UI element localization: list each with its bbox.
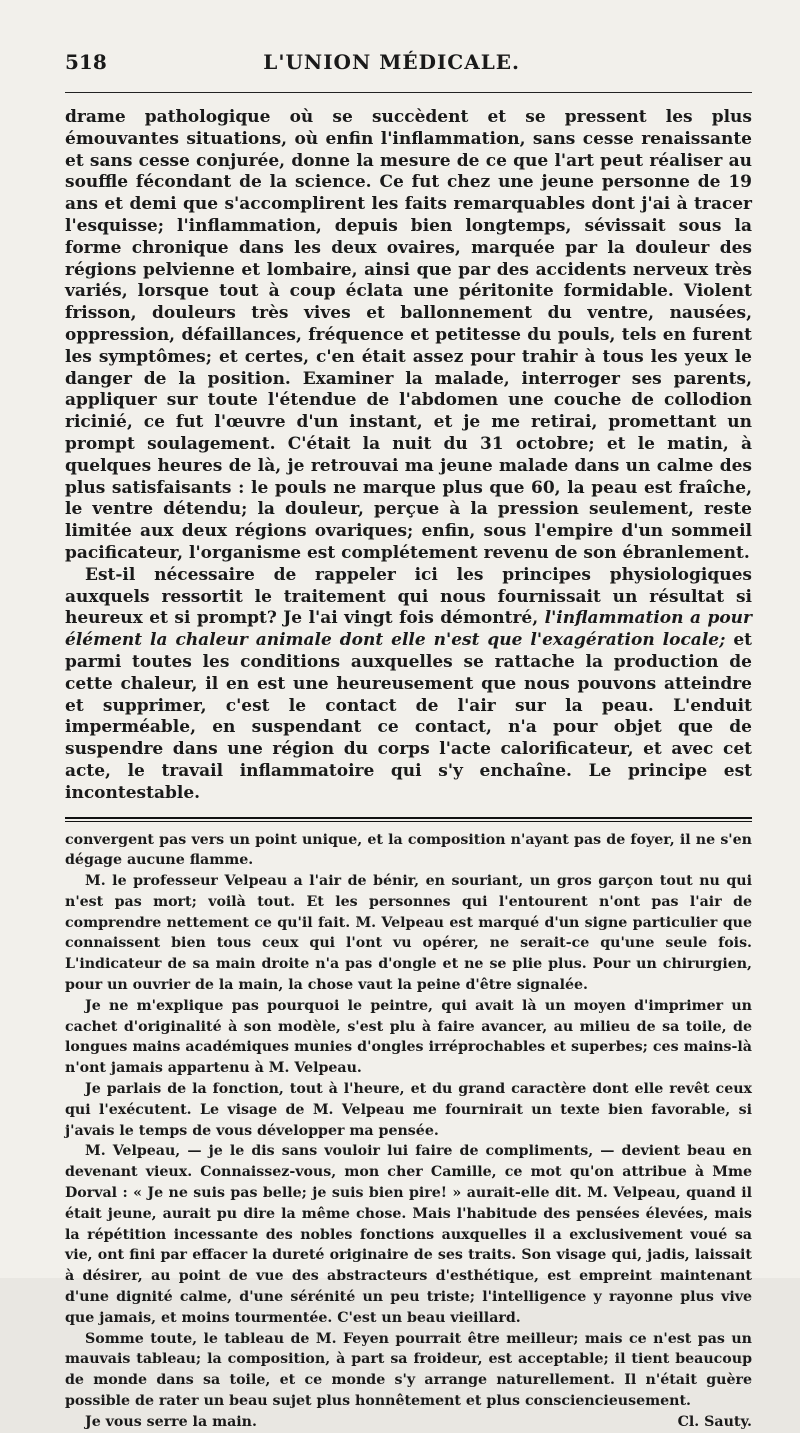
text-span: et parmi toutes les conditions auxquelles se rattache la production de cette chaleur, il en est une heureusement que nous pouvons atteindre et supprimer, c'est le contact de l'air sur la peau. L'enduit imperméable, en suspendant ce contact, n'a pour objet que de suspendre dans une région du corps l'acte calorificateur, et avec cet acte, le travail inflammatoire qui s'y enchaîne. Le principe est incontestable.: [65, 630, 752, 803]
feuilleton-section: [65, 830, 752, 1433]
page-number: 518: [65, 50, 107, 74]
header-rule: [65, 92, 752, 93]
text-span: Est-il nécessaire de rappeler ici les principes physiologiques auxquels ressortit le traitement qui nous fournissait un résultat si heureux et si prompt? Je l'ai vingt fois démontré,: [65, 564, 752, 629]
feuilleton-paragraph: Somme toute, le tableau de M. Feyen pourrait être meilleur; mais ce n'est pas un mauvais tableau; la composition, à part sa froideur, est acceptable; il tient beaucoup de monde dans sa toile, et ce monde s'y arrange naturellement. Il n'était guère possible de rater un beau sujet plus honnêtement et plus consciencieusement.: [65, 1330, 752, 1410]
closing-salutation: Je vous serre la main.: [85, 1413, 257, 1430]
author-signature: Cl. Sauty.: [677, 1413, 752, 1430]
feuilleton-paragraph: convergent pas vers un point unique, et la composition n'ayant pas de foyer, il ne s'en dégage aucune flamme.: [65, 831, 752, 869]
main-paragraph: [65, 565, 752, 805]
page-header: [65, 50, 752, 86]
feuilleton-separator: [65, 817, 752, 822]
running-title: L'UNION MÉDICALE.: [263, 50, 520, 74]
closing-line: [65, 1412, 752, 1433]
feuilleton-paragraph: M. le professeur Velpeau a l'air de bénir, en souriant, un gros garçon tout nu qui n'est pas mort; voilà tout. Et les personnes qui l'entourent n'ont pas l'air de comprendre nettement ce qu'il fait. M. Velpeau est marqué d'un signe particulier que connaissent bien tous ceux qui l'ont vu opérer, ne serait-ce qu'une seule fois. L'indicateur de sa main droite n'a pas d'ongle et ne se plie plus. Pour un chirurgien, pour un ouvrier de la main, la chose vaut la peine d'être signalée.: [65, 873, 752, 994]
main-article: [65, 107, 752, 805]
italic-emphasis: l'inflammation a pour élément la chaleur animale dont elle n'est que l'exagération locale;: [65, 608, 752, 651]
main-paragraph: drame pathologique où se succèdent et se pressent les plus émouvantes situations, où enfin l'inflammation, sans cesse renaissante et sans cesse conjurée, donne la mesure de ce que l'art peut réaliser au souffle fécondant de la science. Ce fut chez une jeune personne de 19 ans et demi que s'accomplirent les faits remarquables dont j'ai à tracer l'esquisse; l'inflammation, depuis bien longtemps, sévissait sous la forme chronique dans les deux ovaires, marquée par la douleur des régions pelvienne et lombaire, ainsi que par des accidents nerveux très variés, lorsque tout à coup éclata une péritonite formidable. Violent frisson, douleurs très vives et ballonnement du ventre, nausées, oppression, défaillances, fréquence et petitesse du pouls, tels en furent les symptômes; et certes, c'en était assez pour trahir à tous les yeux le danger de la position. Examiner la malade, interroger ses parents, appliquer sur toute l'étendue de l'abdomen une couche de collodion ricinié, ce fut l'œuvre d'un instant, et je me retirai, promettant un prompt soulagement. C'était la nuit du 31 octobre; et le matin, à quelques heures de là, je retrouvai ma jeune malade dans un calme des plus satisfaisants : le pouls ne marque plus que 60, la peau est fraîche, le ventre détendu; la douleur, perçue à la pression seulement, reste limitée aux deux régions ovariques; enfin, sous l'empire d'un sommeil pacificateur, l'organisme est complétement revenu de son ébranlement.: [65, 107, 752, 563]
feuilleton-paragraph: M. Velpeau, — je le dis sans vouloir lui faire de compliments, — devient beau en devenant vieux. Connaissez-vous, mon cher Camille, ce mot qu'on attribue à Mme Dorval : « Je ne suis pas belle; je suis bien pire! » aurait-elle dit. M. Velpeau, quand il était jeune, aurait pu dire la même chose. Mais l'habitude des pensées élevées, mais la répétition incessante des nobles fonctions auxquelles il a exclusivement voué sa vie, ont fini par effacer la dureté originaire de ses traits. Son visage qui, jadis, laissait à désirer, au point de vue des abstracteurs d'esthétique, est empreint maintenant d'une dignité calme, d'une sérénité un peu triste; l'intelligence y rayonne plus vive que jamais, et moins tourmentée. C'est un beau vieillard.: [65, 1143, 752, 1326]
feuilleton-paragraph: Je parlais de la fonction, tout à l'heure, et du grand caractère dont elle revêt ceux qui l'exécutent. Le visage de M. Velpeau me fournirait un texte bien favorable, si j'avais le temps de vous développer ma pensée.: [65, 1081, 752, 1139]
feuilleton-paragraph: Je ne m'explique pas pourquoi le peintre, qui avait là un moyen d'imprimer un cachet d'originalité à son modèle, s'est plu à faire avancer, au milieu de sa toile, de longues mains académiques munies d'ongles irréprochables et superbes; ces mains-là n'ont jamais appartenu à M. Velpeau.: [65, 997, 752, 1077]
